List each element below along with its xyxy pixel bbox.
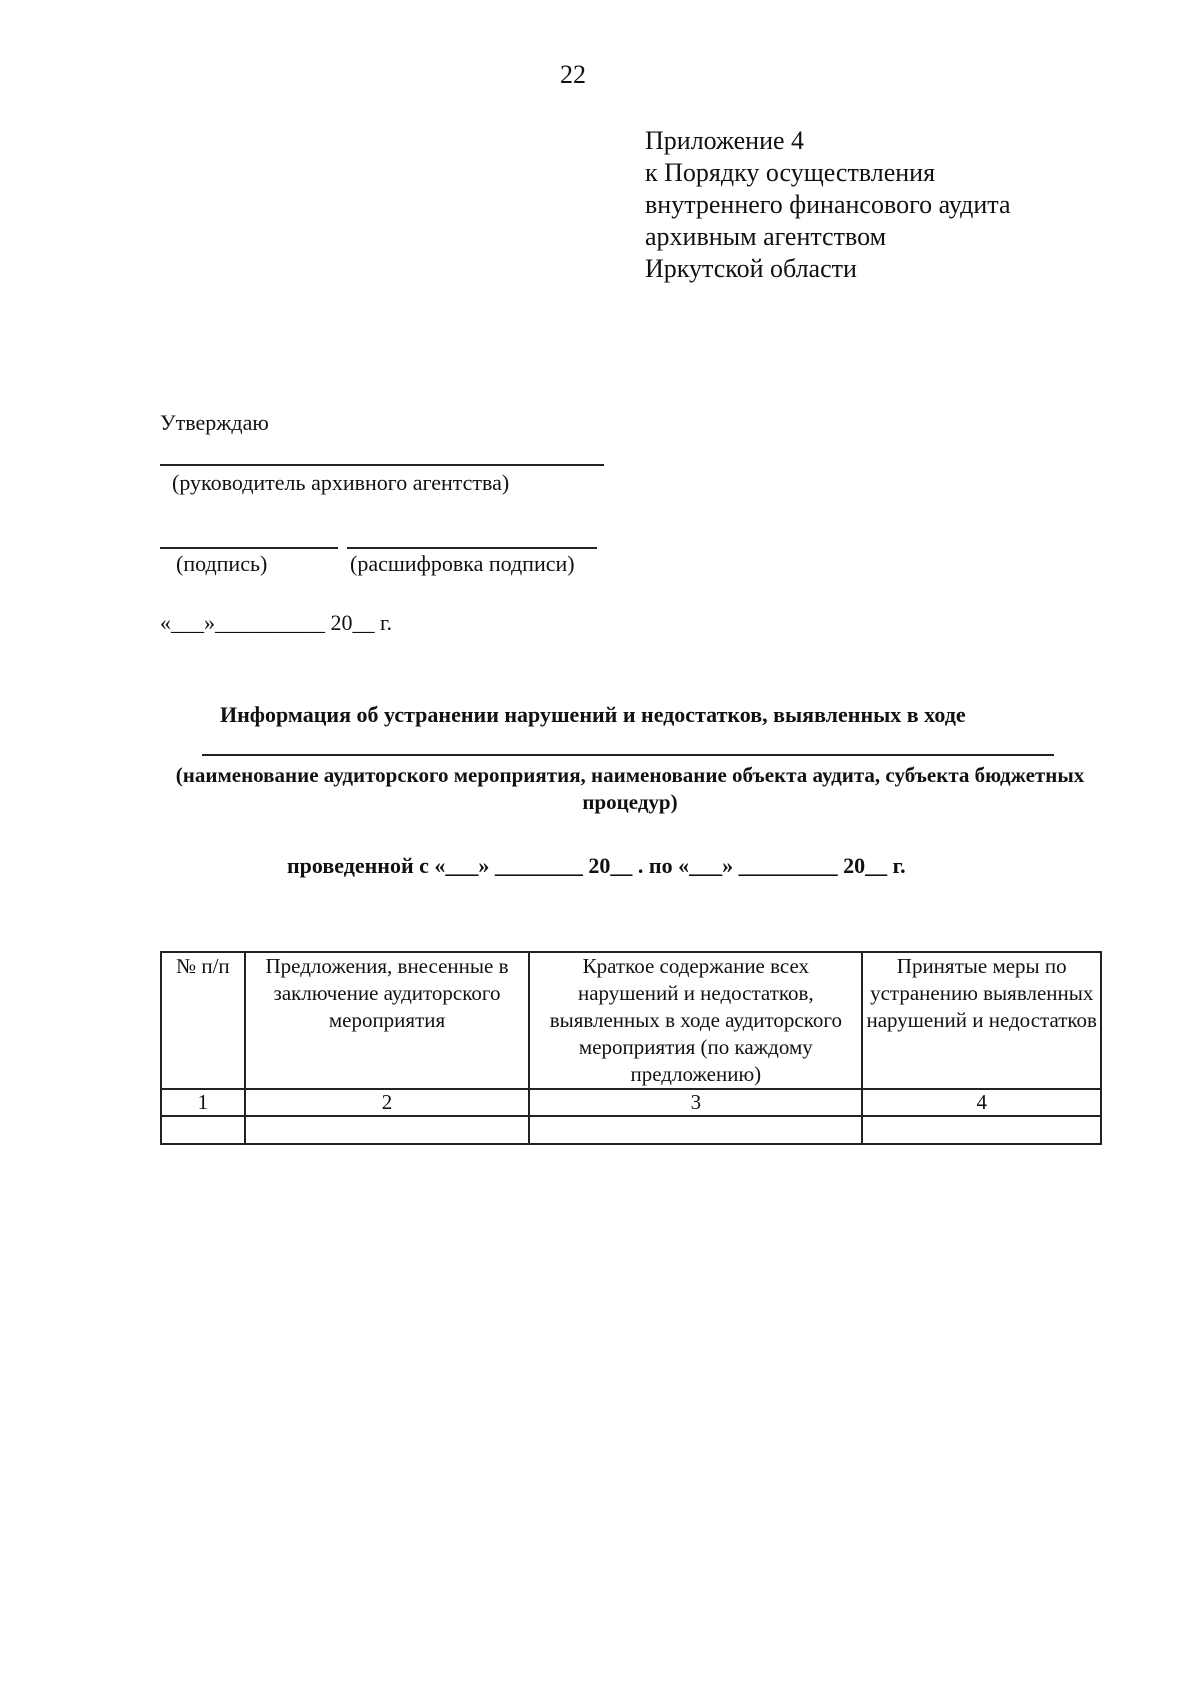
approval-date: «___»__________ 20__ г. [160, 610, 393, 635]
table-header-row [161, 952, 1101, 1089]
appendix-line: Иркутской области [645, 254, 857, 283]
head-name-line [160, 464, 604, 466]
head-caption: (руководитель архивного агентства) [172, 470, 510, 495]
subject-line [202, 754, 1054, 756]
column-number: 2 [245, 1089, 529, 1116]
table-cell [245, 1116, 529, 1144]
col-header-violations: Краткое содержание всех нарушений и недостатков, выявленных в ходе аудиторского мероприятия (по каждому предложению) [529, 952, 862, 1089]
column-number: 4 [862, 1089, 1101, 1116]
col-header-number: № п/п [161, 952, 245, 1089]
measures-table [160, 951, 1102, 1145]
table-cell [862, 1116, 1101, 1144]
appendix-line: внутреннего финансового аудита [645, 190, 1011, 219]
audit-period: проведенной с «___» ________ 20__ . по «___» _________ 20__ г. [287, 853, 906, 878]
table-cell [161, 1116, 245, 1144]
col-header-measures: Принятые меры по устранению выявленных нарушений и недостатков [862, 952, 1101, 1089]
page-number: 22 [560, 60, 586, 89]
signature-decoding-line [347, 547, 597, 549]
decoding-caption: (расшифровка подписи) [350, 551, 575, 576]
approval-heading: Утверждаю [160, 410, 269, 435]
subject-caption: (наименование аудиторского мероприятия, наименование объекта аудита, субъекта бюджетных процедур) [175, 763, 1085, 814]
column-number: 3 [529, 1089, 862, 1116]
report-title: Информация об устранении нарушений и недостатков, выявленных в ходе [220, 702, 966, 727]
col-header-proposals: Предложения, внесенные в заключение аудиторского мероприятия [245, 952, 529, 1089]
column-number: 1 [161, 1089, 245, 1116]
appendix-line: к Порядку осуществления [645, 158, 936, 187]
appendix-line: Приложение 4 [645, 126, 805, 155]
column-number-row [161, 1089, 1101, 1116]
appendix-line: архивным агентством [645, 222, 887, 251]
appendix-header [645, 125, 1011, 285]
table-cell [529, 1116, 862, 1144]
signature-caption: (подпись) [176, 551, 268, 576]
table-row [161, 1116, 1101, 1144]
signature-line [160, 547, 338, 549]
